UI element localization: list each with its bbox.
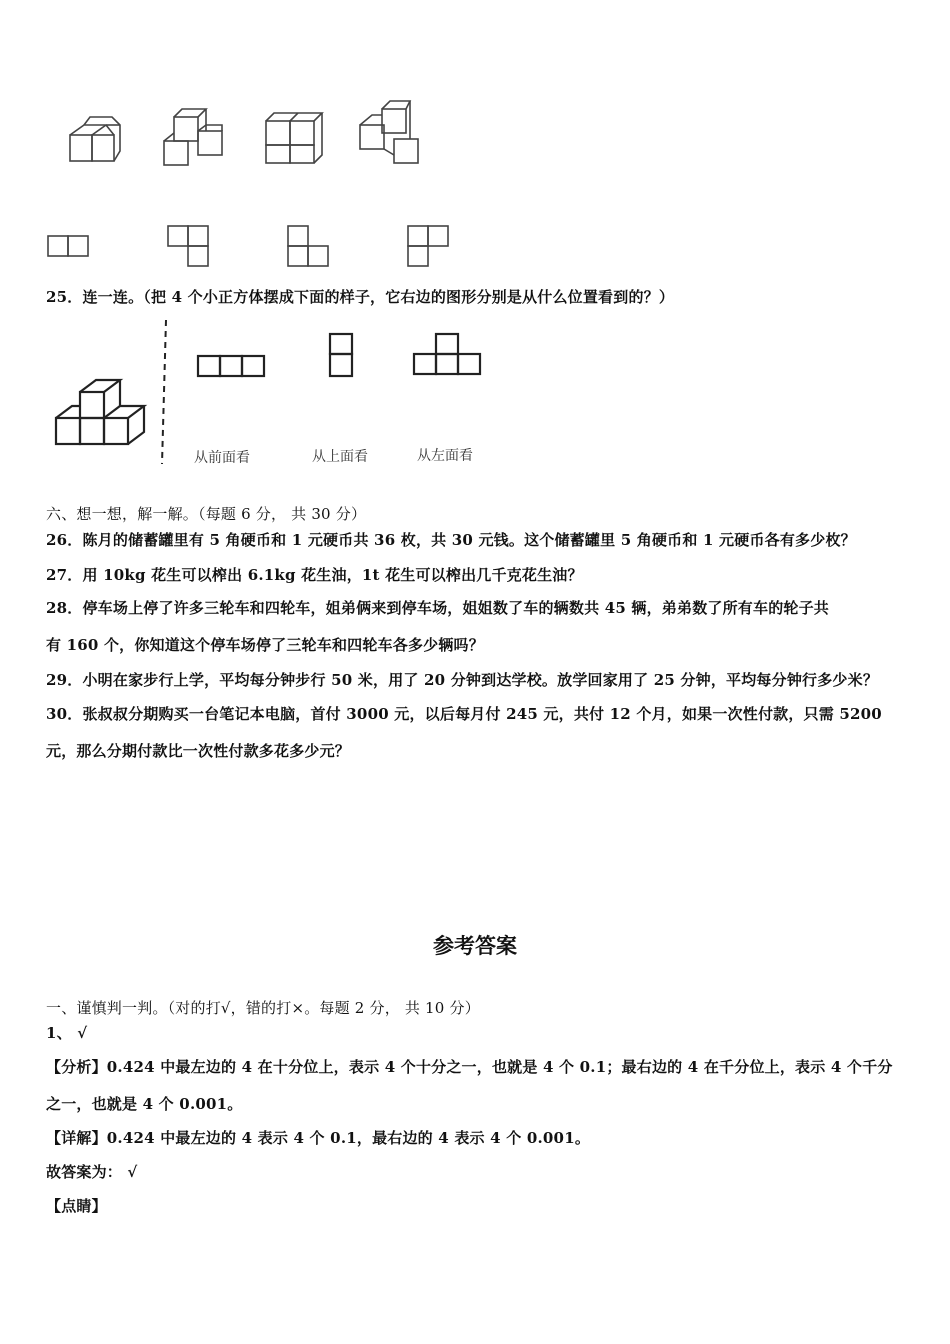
cube-figure-d bbox=[360, 101, 418, 163]
answer-remark: 【点睛】 bbox=[46, 1197, 107, 1215]
question-27: 27．用 10kg 花生可以榨出 6.1kg 花生油，1t 花生可以榨出几千克花生油？ bbox=[46, 566, 583, 584]
dashed-divider bbox=[162, 320, 166, 464]
answer-conclusion: 故答案为： √ bbox=[46, 1163, 138, 1181]
view-shape-c bbox=[288, 226, 328, 266]
caption-left-view: 从左面看 bbox=[417, 448, 473, 464]
answers-section-1-heading: 一、谨慎判一判。（对的打√，错的打×。每题 2 分， 共 10 分） bbox=[46, 999, 480, 1017]
view-shape-d bbox=[408, 226, 448, 266]
question-30-line-2: 元，那么分期付款比一次性付款多花多少元？ bbox=[46, 742, 351, 760]
caption-top-view: 从上面看 bbox=[312, 449, 368, 465]
question-28-line-1: 28．停车场上停了许多三轮车和四轮车，姐弟俩来到停车场，姐姐数了车的辆数共 45 辆，弟弟数了所有车的轮子共 bbox=[46, 599, 829, 617]
cube-figure-c bbox=[266, 113, 322, 163]
answer-analysis-line-1: 【分析】0.424 中最左边的 4 在十分位上，表示 4 个十分之一，也就是 4 个 0.1；最右边的 4 在千分位上，表示 4 个千分 bbox=[46, 1058, 893, 1076]
front-view-shape bbox=[198, 356, 264, 376]
question-25: 25．连一连。（把 4 个小正方体摆成下面的样子，它右边的图形分别是从什么位置看到的？） bbox=[46, 288, 675, 306]
question-28-line-2: 有 160 个，你知道这个停车场停了三轮车和四轮车各多少辆吗？ bbox=[46, 636, 484, 654]
top-view-shape bbox=[330, 334, 352, 376]
cube-figure-a bbox=[70, 117, 120, 161]
caption-front-view: 从前面看 bbox=[194, 450, 250, 466]
answer-analysis-line-2: 之一，也就是 4 个 0.001。 bbox=[46, 1095, 243, 1113]
answer-item-1: 1、 √ bbox=[46, 1024, 88, 1042]
cube-figures-top-row bbox=[60, 95, 440, 175]
question-30-line-1: 30．张叔叔分期购买一台笔记本电脑，首付 3000 元，以后每月付 245 元，共付 12 个月，如果一次性付款，只需 5200 bbox=[46, 705, 882, 723]
section-6-heading: 六、想一想，解一解。（每题 6 分， 共 30 分） bbox=[46, 505, 367, 523]
answer-detail: 【详解】0.424 中最左边的 4 表示 4 个 0.1，最右边的 4 表示 4 个 0.001。 bbox=[46, 1129, 591, 1147]
left-view-shape bbox=[414, 334, 480, 374]
question-29: 29．小明在家步行上学，平均每分钟步行 50 米，用了 20 分钟到达学校。放学回家用了 25 分钟，平均每分钟行多少米？ bbox=[46, 671, 879, 689]
cube-figure-b bbox=[164, 109, 222, 165]
view-shape-a bbox=[48, 236, 88, 256]
view-figures-second-row bbox=[44, 222, 454, 272]
q25-cube-stack bbox=[56, 380, 144, 444]
view-shape-b bbox=[168, 226, 208, 266]
answers-title: 参考答案 bbox=[433, 934, 517, 958]
question-26: 26．陈月的储蓄罐里有 5 角硬币和 1 元硬币共 36 枚，共 30 元钱。这个储蓄罐里 5 角硬币和 1 元硬币各有多少枚？ bbox=[46, 531, 856, 549]
